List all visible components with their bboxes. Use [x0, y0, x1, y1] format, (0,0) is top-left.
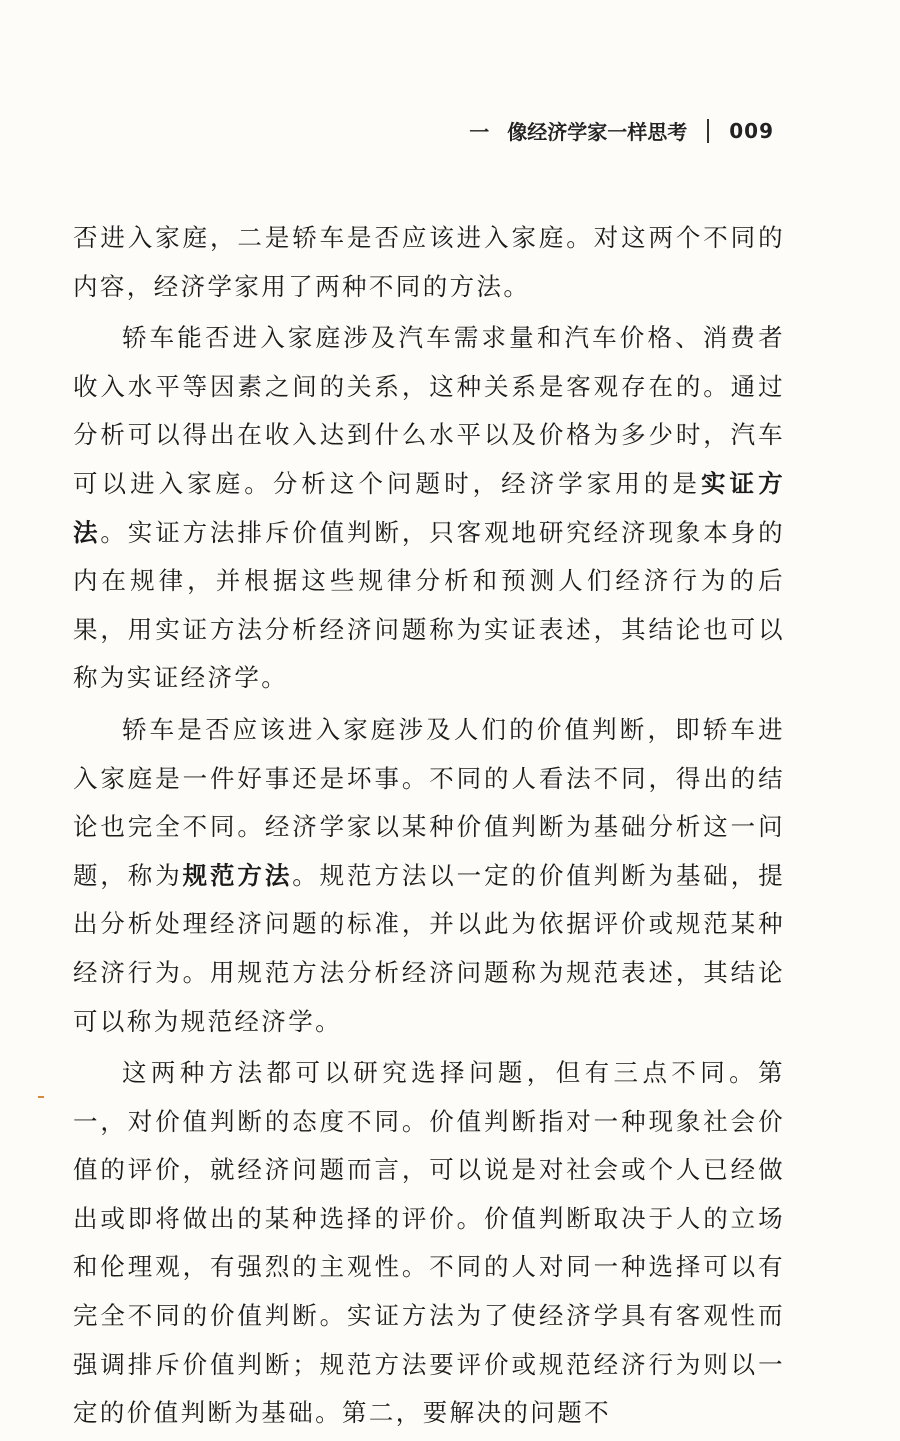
bold-term: 实证方法 — [73, 468, 785, 547]
chapter-title: 像经济学家一样思考 — [507, 120, 688, 144]
paragraph-text: 轿车能否进入家庭涉及汽车需求量和汽车价格、消费者收入水平等因素之间的关系，这种关系是客观存在的。通过分析可以得出在收入达到什么水平以及价格为多少时，汽车可以进入家庭。分析这个问题时，经济学家用的是 — [73, 323, 785, 498]
paragraph — [73, 214, 785, 311]
body-text — [73, 214, 785, 1441]
paragraph — [73, 1049, 785, 1438]
paragraph — [73, 314, 785, 703]
paragraph-text: 。实证方法排斥价值判断，只客观地研究经济现象本身的内在规律，并根据这些规律分析和预测人们经济行为的后果，用实证方法分析经济问题称为实证表述，其结论也可以称为实证经济学。 — [73, 517, 785, 693]
header-separator — [707, 119, 709, 143]
paragraph-text: 这两种方法都可以研究选择问题，但有三点不同。第一，对价值判断的态度不同。价值判断指对一种现象社会价值的评价，就经济问题而言，可以说是对社会或个人已经做出或即将做出的某种选择的评价。价值判断取决于人的立场和伦理观，有强烈的主观性。不同的人对同一种选择可以有完全不同的价值判断。实证方法为了使经济学具有客观性而强调排斥价值判断；规范方法要评价或规范经济行为则以一定的价值判断为基础。第二，要解决的问题不 — [73, 1058, 785, 1428]
running-header — [469, 116, 774, 145]
paragraph-text: 。规范方法以一定的价值判断为基础，提出分析处理经济问题的标准，并以此为依据评价或规范某种经济行为。用规范方法分析经济问题称为规范表述，其结论可以称为规范经济学。 — [73, 860, 786, 1036]
paragraph-text: 轿车是否应该进入家庭涉及人们的价值判断，即轿车进入家庭是一件好事还是坏事。不同的人看法不同，得出的结论也完全不同。经济学家以某种价值判断为基础分析这一问题，称为 — [73, 714, 785, 890]
paragraph-text: 否进入家庭，二是轿车是否应该进入家庭。对这两个不同的内容，经济学家用了两种不同的方法。 — [73, 223, 785, 301]
paragraph — [73, 706, 785, 1046]
margin-mark — [38, 1096, 44, 1098]
bold-term: 规范方法 — [182, 860, 293, 890]
page-number: 009 — [729, 118, 774, 143]
header-dash: 一 — [469, 120, 490, 144]
